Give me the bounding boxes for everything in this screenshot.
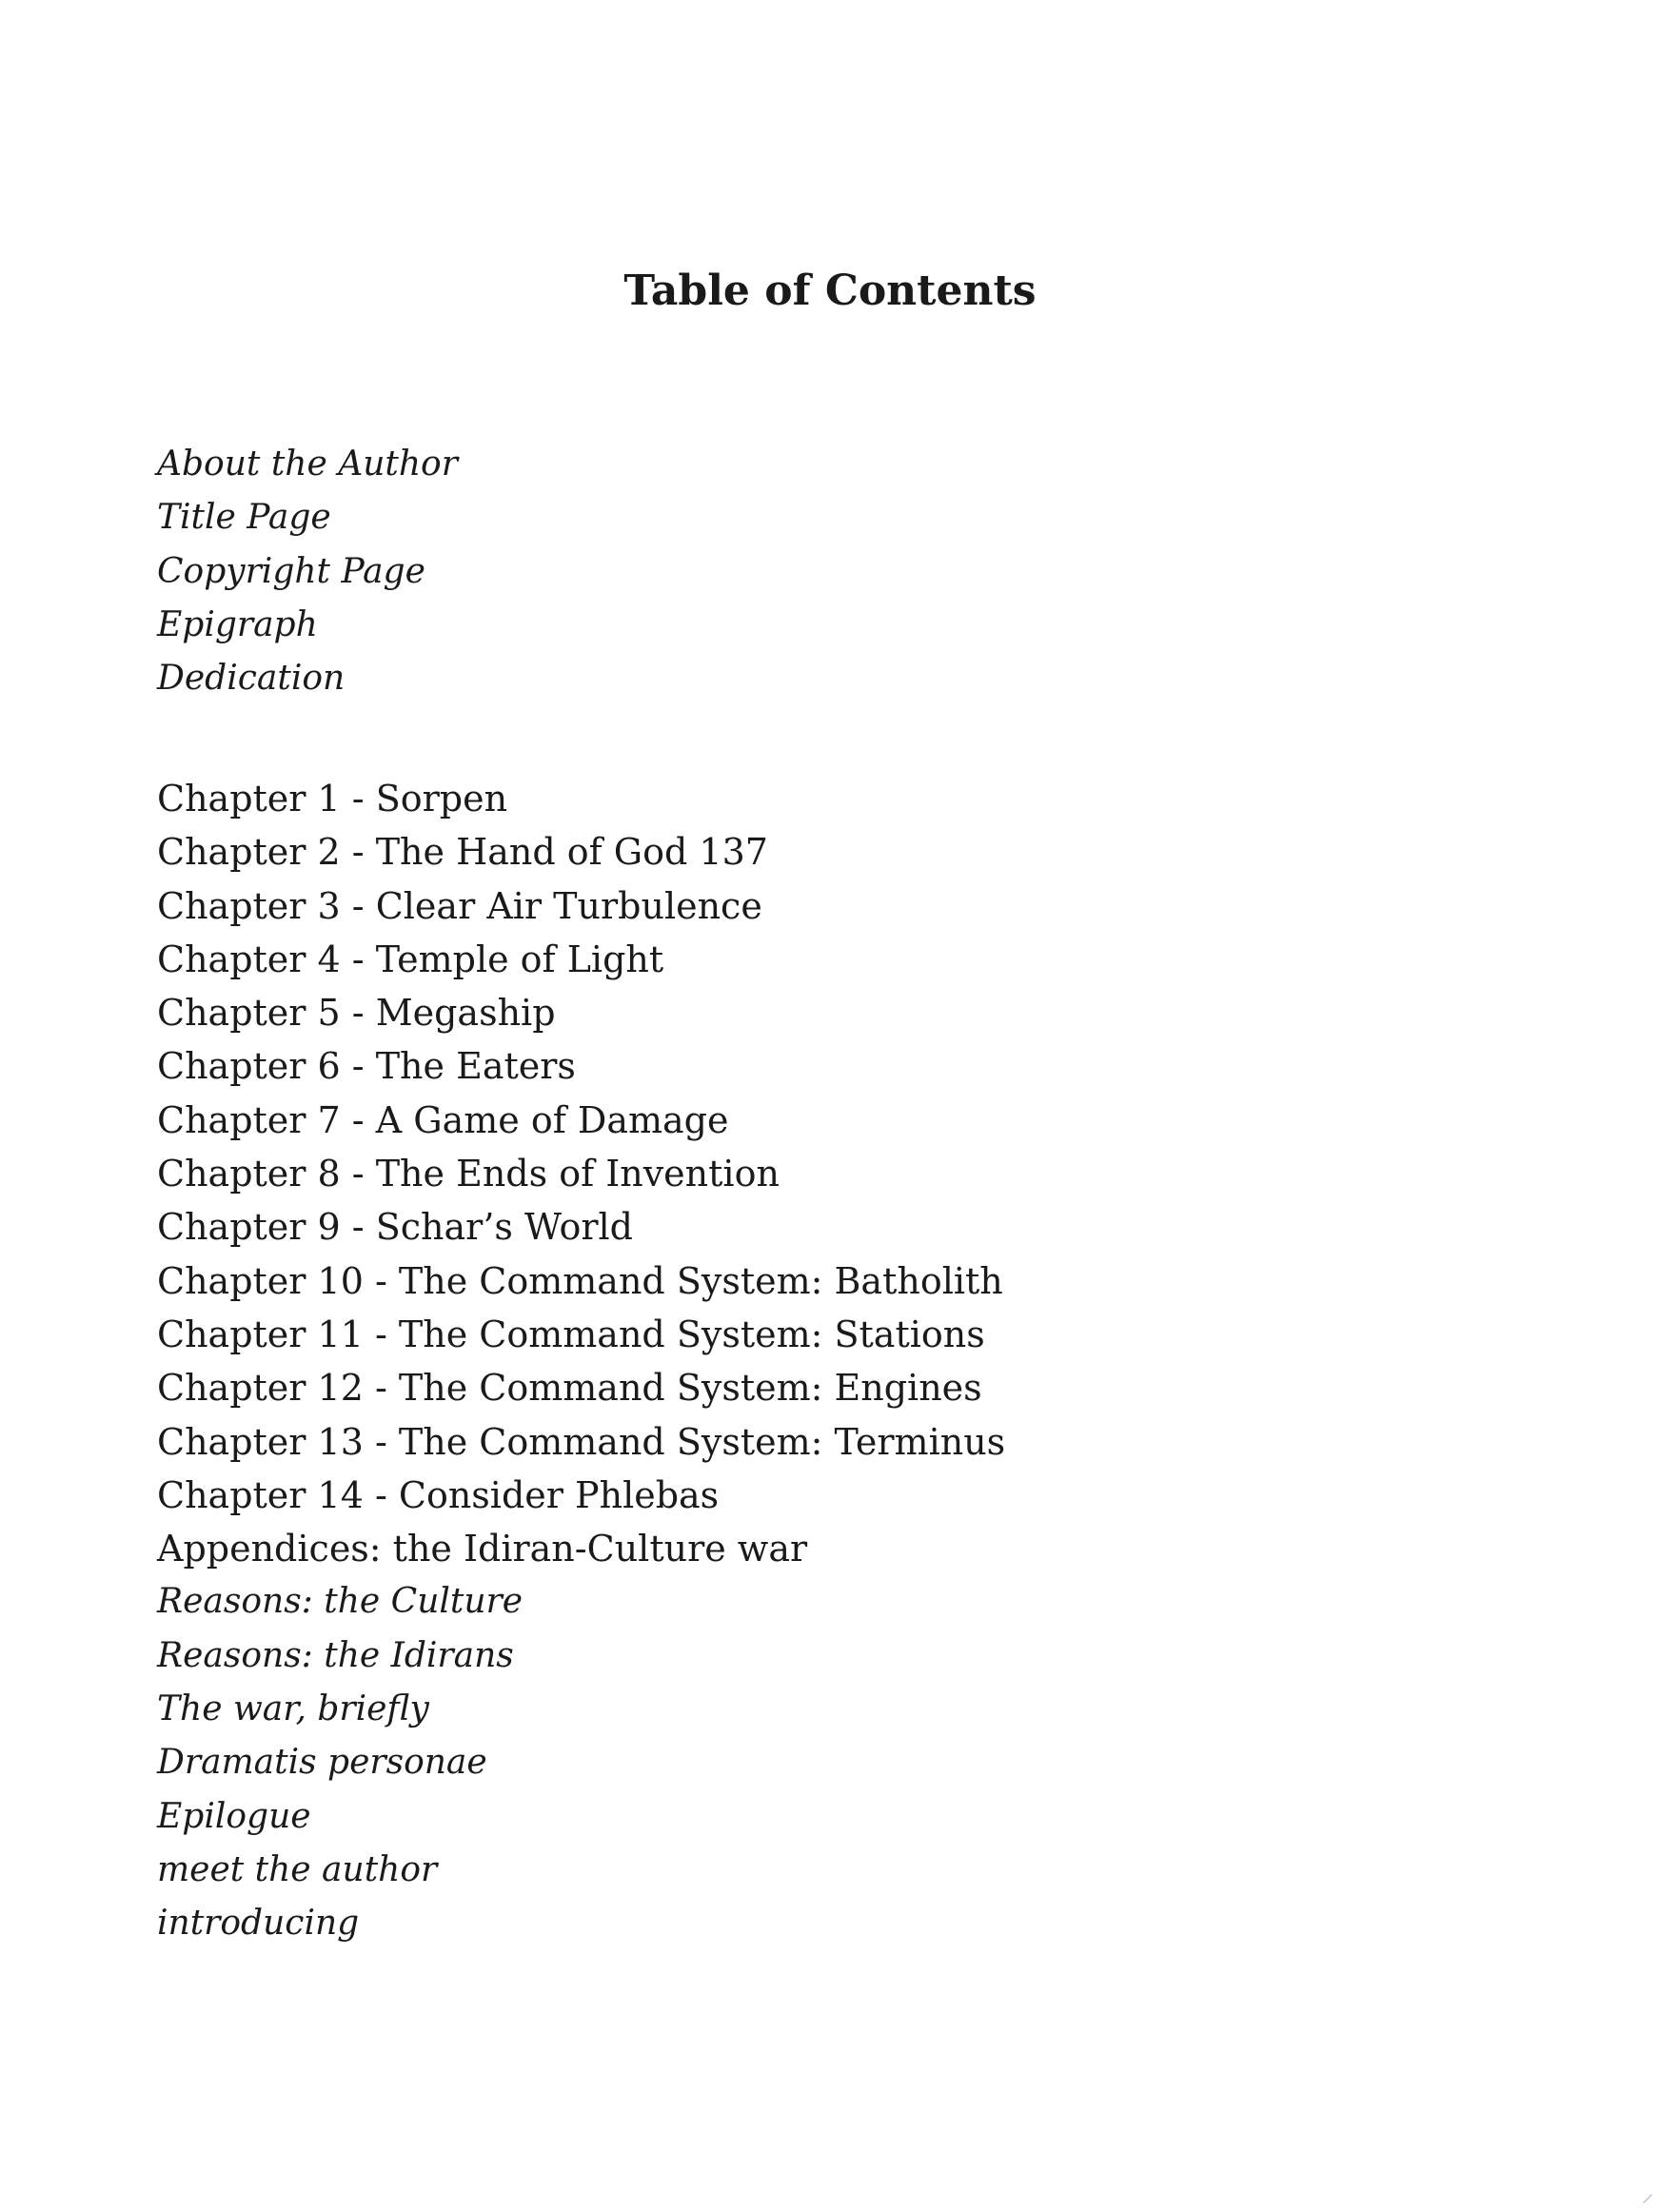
toc-entry-dedication[interactable]: Dedication <box>157 659 346 699</box>
toc-entry-chapter-5[interactable]: Chapter 5 - Megaship <box>157 992 556 1035</box>
toc-entry-copyright-page[interactable]: Copyright Page <box>157 551 425 591</box>
toc-entry-title-page[interactable]: Title Page <box>157 498 331 538</box>
toc-entry-chapter-12[interactable]: Chapter 12 - The Command System: Engines <box>157 1367 982 1410</box>
toc-entry-introducing[interactable]: introducing <box>157 1904 360 1944</box>
toc-entry-epigraph[interactable]: Epigraph <box>157 604 318 644</box>
toc-entry-about-the-author[interactable]: About the Author <box>157 444 458 484</box>
toc-entry-chapter-4[interactable]: Chapter 4 - Temple of Light <box>157 938 664 980</box>
toc-entry-reasons-idirans[interactable]: Reasons: the Idirans <box>157 1635 514 1675</box>
toc-entry-epilogue[interactable]: Epilogue <box>157 1796 311 1836</box>
toc-entry-chapter-1[interactable]: Chapter 1 - Sorpen <box>157 778 508 820</box>
toc-entry-chapter-10[interactable]: Chapter 10 - The Command System: Batholith <box>157 1259 1003 1302</box>
page-title: Table of Contents <box>623 267 1037 315</box>
toc-entry-chapter-14[interactable]: Chapter 14 - Consider Phlebas <box>157 1473 720 1516</box>
toc-entry-appendices[interactable]: Appendices: the Idiran-Culture war <box>157 1528 808 1570</box>
toc-entry-chapter-13[interactable]: Chapter 13 - The Command System: Terminus <box>157 1420 1006 1463</box>
toc-entry-chapter-8[interactable]: Chapter 8 - The Ends of Invention <box>157 1153 780 1195</box>
toc-entry-chapter-2[interactable]: Chapter 2 - The Hand of God 137 <box>157 831 768 874</box>
toc-entry-chapter-7[interactable]: Chapter 7 - A Game of Damage <box>157 1098 729 1141</box>
toc-entry-meet-the-author[interactable]: meet the author <box>157 1849 438 1889</box>
small-pen-mark-icon <box>1641 2191 1654 2204</box>
toc-entry-war-briefly[interactable]: The war, briefly <box>157 1689 429 1729</box>
toc-entry-dramatis-personae[interactable]: Dramatis personae <box>157 1743 487 1783</box>
toc-entry-chapter-11[interactable]: Chapter 11 - The Command System: Stations <box>157 1313 985 1355</box>
toc-entry-chapter-3[interactable]: Chapter 3 - Clear Air Turbulence <box>157 884 762 927</box>
toc-entry-chapter-9[interactable]: Chapter 9 - Schar’s World <box>157 1206 633 1249</box>
toc-front-matter <box>157 438 458 705</box>
toc-entry-reasons-culture[interactable]: Reasons: the Culture <box>157 1582 524 1622</box>
toc-chapters <box>157 772 1005 1951</box>
toc-entry-chapter-6[interactable]: Chapter 6 - The Eaters <box>157 1045 576 1088</box>
